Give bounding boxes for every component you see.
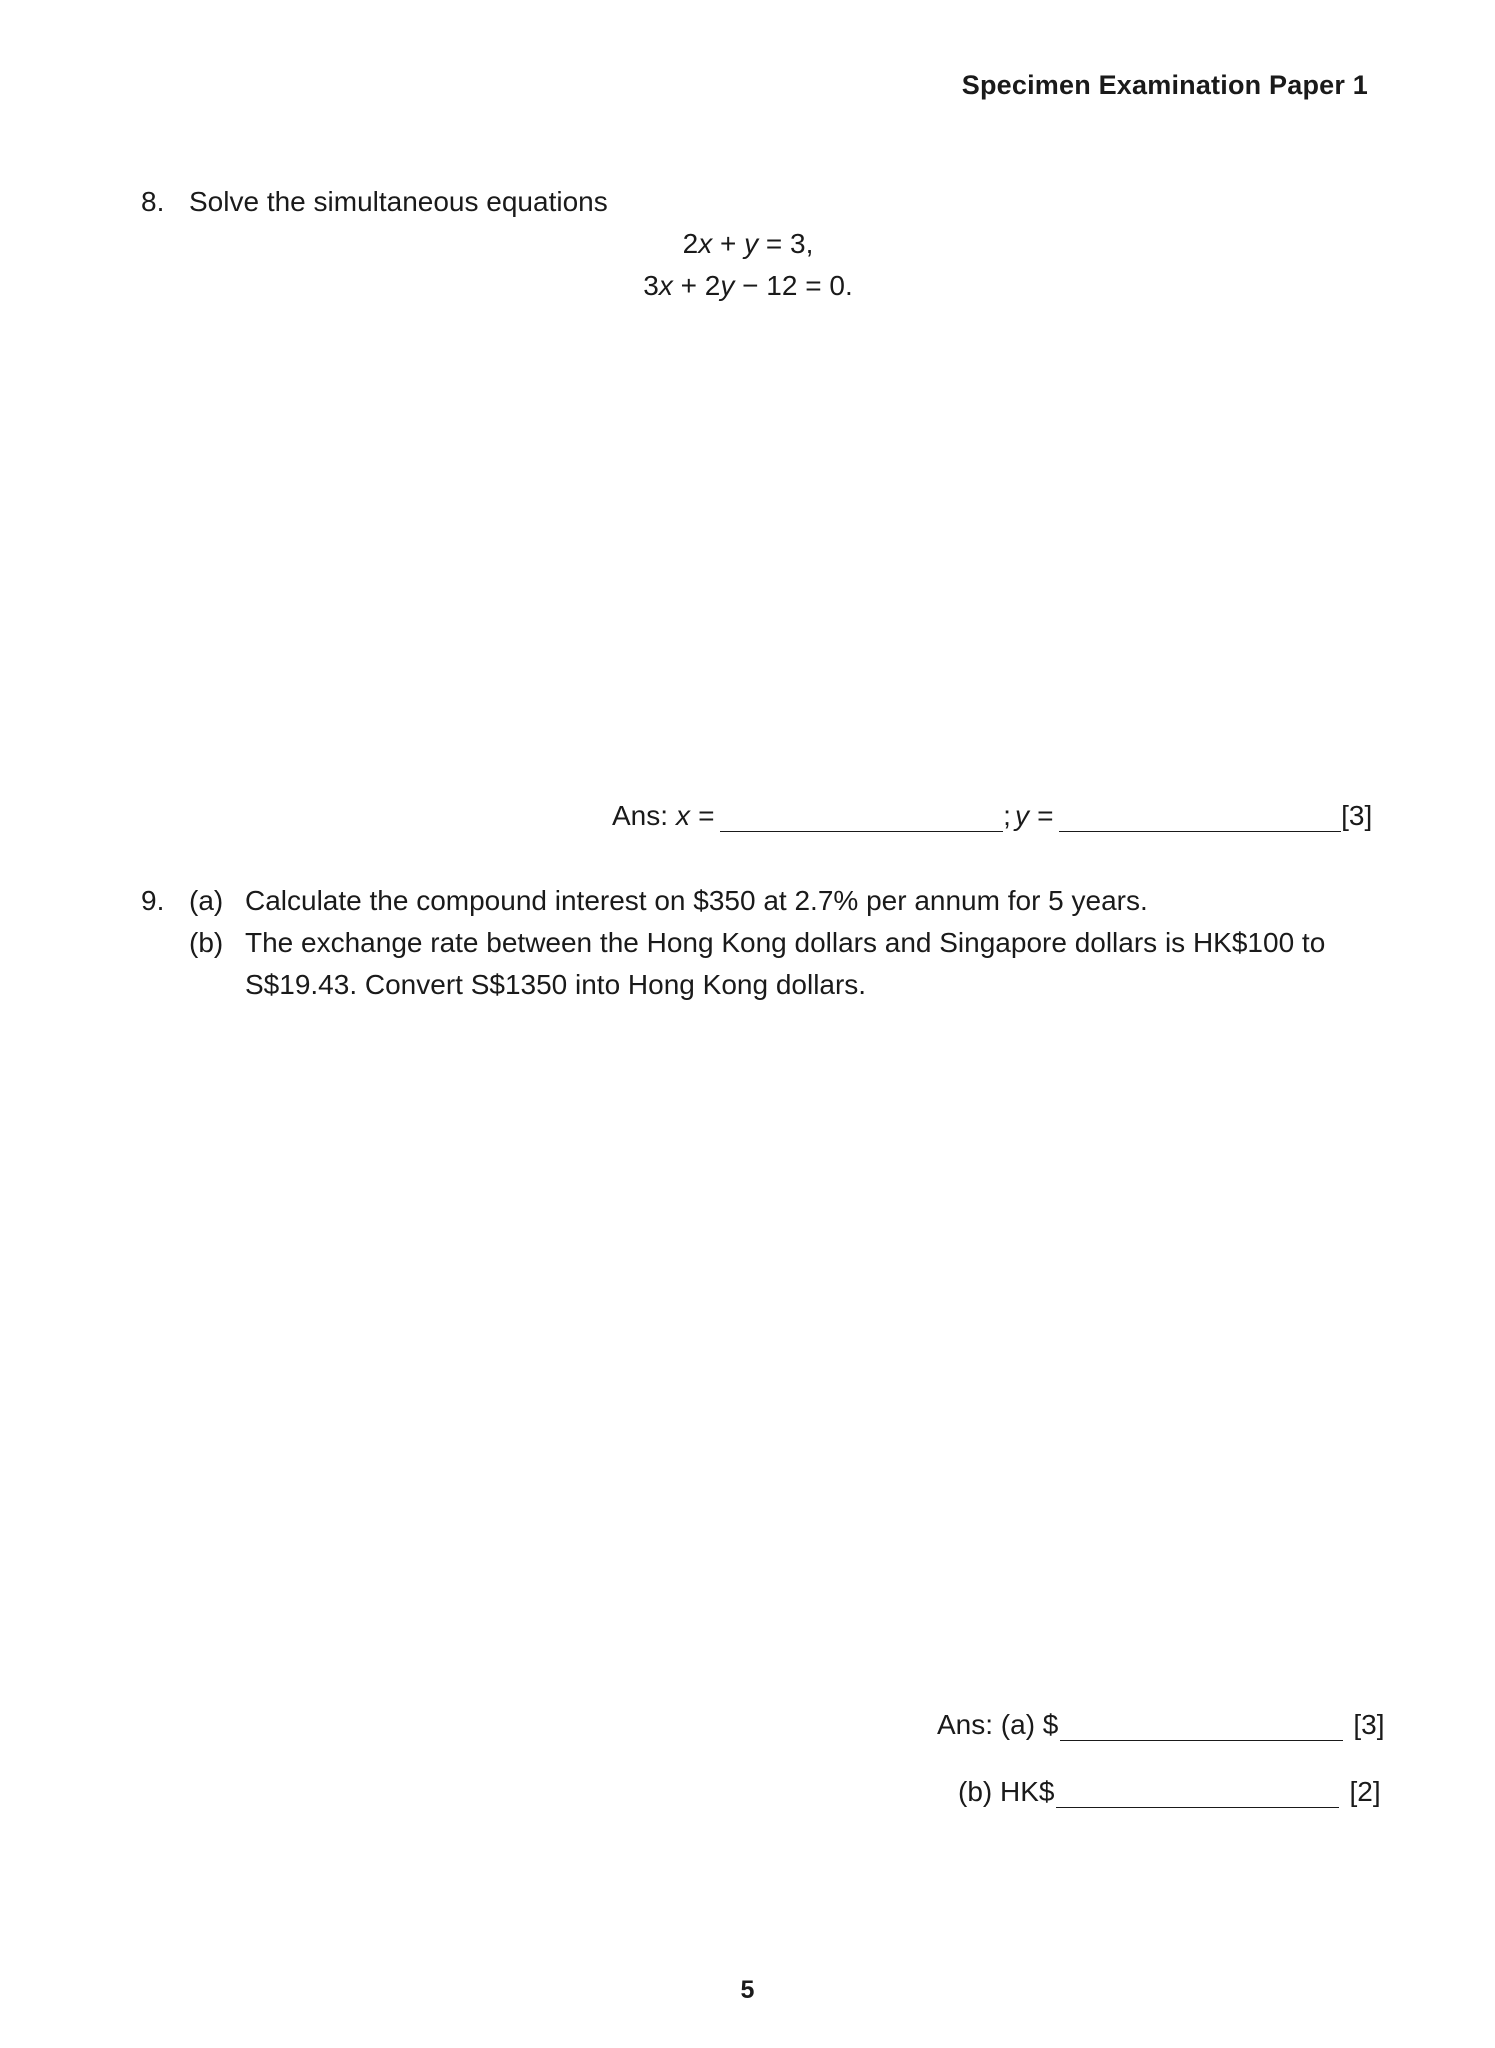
equation-1-text: 2x + y = 3, [682,228,814,259]
answer-9b-label: (b) HK$ [958,1776,1055,1807]
answer-9a-label: Ans: (a) $ [937,1709,1059,1740]
question-9a-marks: [3] [1353,1709,1385,1740]
question-9b-label: (b) [189,927,224,958]
equation-1 [548,228,948,260]
equation-2-text: 3x + 2y − 12 = 0. [643,270,853,301]
question-9b-text-line2: S$19.43. Convert S$1350 into Hong Kong dollars. [245,969,867,1000]
question-9a-text: Calculate the compound interest on $350 at 2.7% per annum for 5 years. [245,885,1148,916]
question-9-number: 9. [141,885,165,916]
page-number: 5 [740,1976,755,2004]
question-8-marks: [3] [1341,800,1373,831]
answer-prefix: Ans: [612,800,669,831]
question-9a-answer-row [937,1709,1385,1741]
answer-y-label: y = [1014,800,1054,831]
question-9b-marks: [2] [1349,1776,1381,1807]
answer-9b-line[interactable] [1056,1781,1339,1808]
answer-9a-line[interactable] [1060,1714,1343,1741]
equation-2 [548,270,948,302]
question-9a-label: (a) [189,885,224,916]
page-header-title: Specimen Examination Paper 1 [961,70,1368,100]
answer-y-line[interactable] [1059,805,1341,832]
question-8-prompt: Solve the simultaneous equations [189,186,608,217]
answer-separator: ; [1003,800,1011,831]
answer-x-line[interactable] [720,805,1003,832]
answer-x-label: x = [676,800,715,831]
question-9b-text-line1: The exchange rate between the Hong Kong dollars and Singapore dollars is HK$100 to [245,927,1326,958]
question-8-number: 8. [141,186,165,217]
question-9b-answer-row [958,1776,1381,1808]
question-8-answer-row [612,800,1372,832]
